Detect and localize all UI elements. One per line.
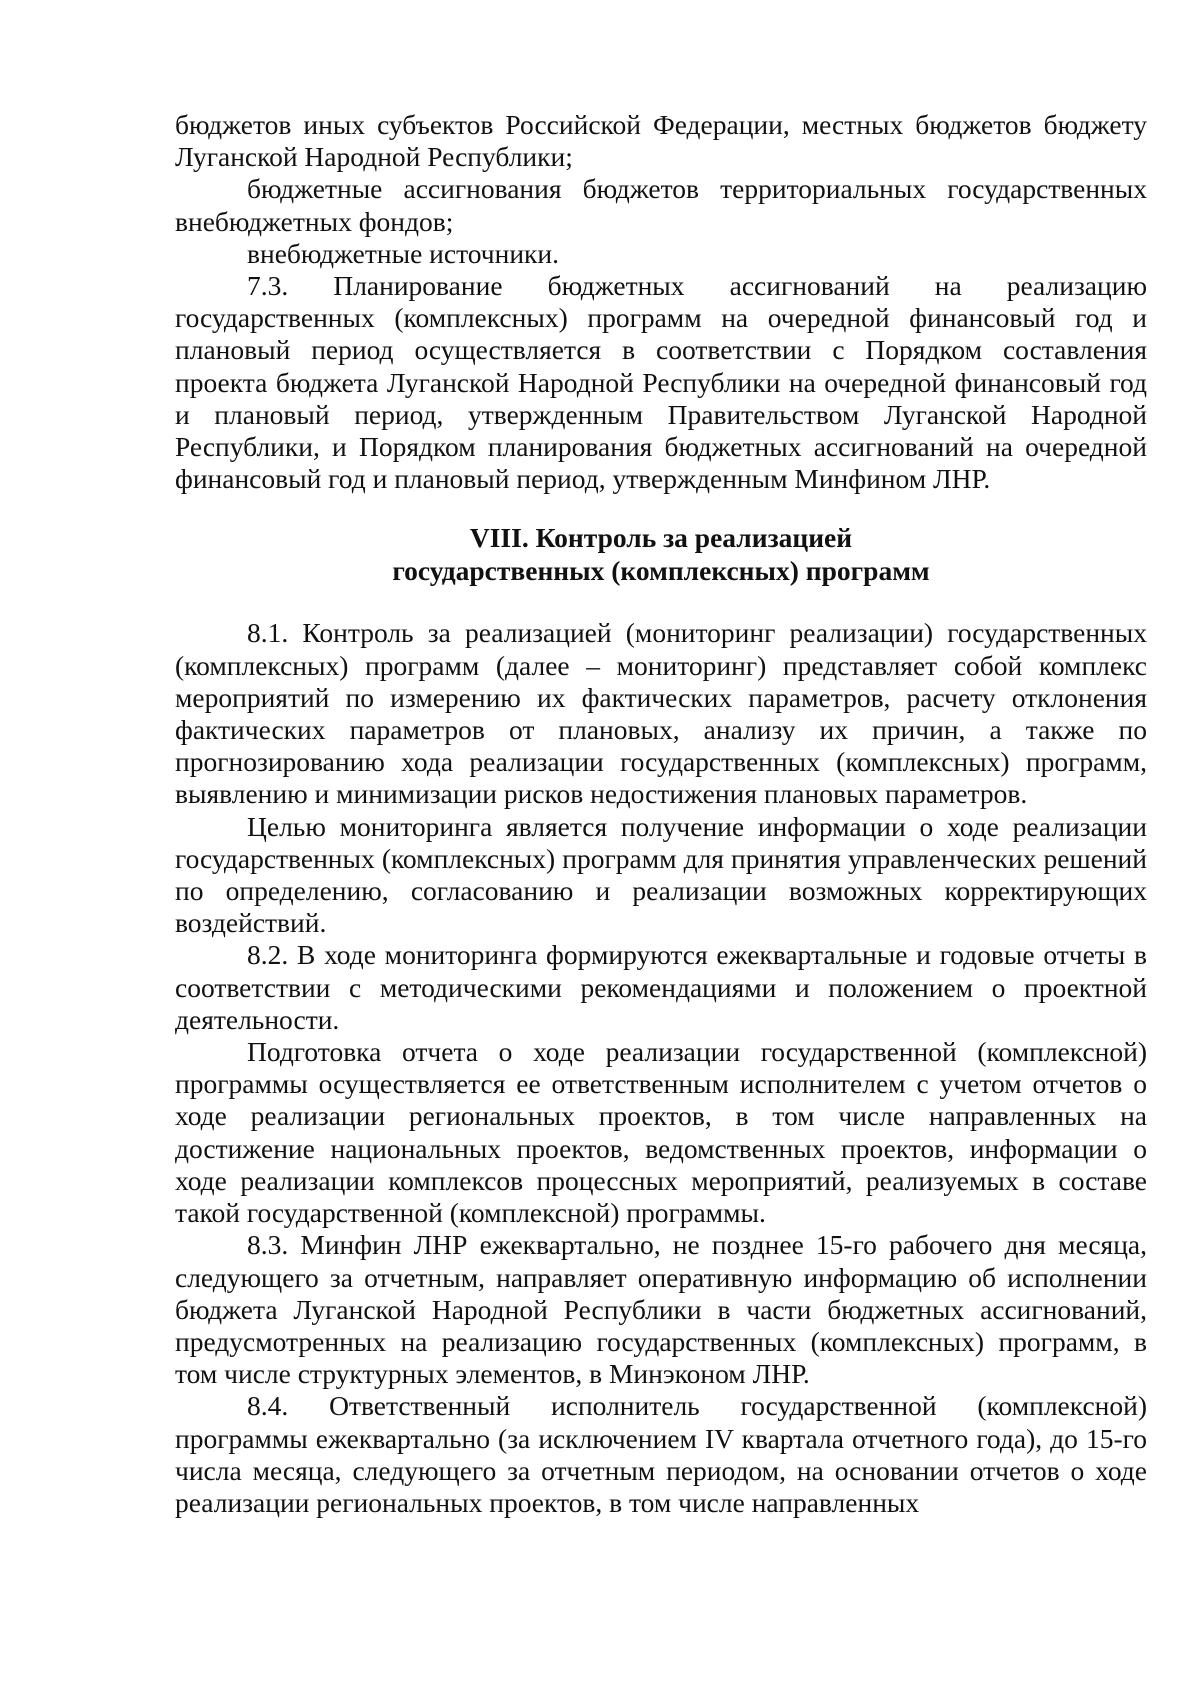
paragraph-monitoring-goal: Целью мониторинга является получение информации о ходе реализации государственных (комплексных) программ для принятия управленческих решений по определению, согласованию и реализации возможных корректирующих воздействий.: [175, 810, 1147, 939]
section-heading-line1: VIII. Контроль за реализацией: [469, 522, 853, 554]
document-page: [175, 109, 1147, 1519]
paragraph-7-3: 7.3. Планирование бюджетных ассигнований на реализацию государственных (комплексных) программ на очередной финансовый год и плановый период осуществляется в соответствии с Порядком составления проекта бюджета Луганской Народной Республики на очередной финансовый год и плановый период, утвержденным Правительством Луганской Народной Республики, и Порядком планирования бюджетных ассигнований на очередной финансовый год и плановый период, утвержденным Минфином ЛНР.: [175, 270, 1147, 495]
section-heading-line2: государственных (комплексных) программ: [392, 555, 930, 587]
section-heading: [175, 521, 1147, 587]
paragraph-8-2: 8.2. В ходе мониторинга формируются ежеквартальные и годовые отчеты в соответствии с методическими рекомендациями и положением о проектной деятельности.: [175, 939, 1147, 1035]
paragraph-8-4: 8.4. Ответственный исполнитель государственной (комплексной) программы ежеквартально (за исключением IV квартала отчетного года), до 15-го числа месяца, следующего за отчетным периодом, на основании отчетов о ходе реализации региональных проектов, в том числе направленных: [175, 1390, 1147, 1518]
paragraph-continuation: бюджетов иных субъектов Российской Федерации, местных бюджетов бюджету Луганской Народной Республики;: [175, 109, 1147, 173]
paragraph-budget-allocations: бюджетные ассигнования бюджетов территориальных государственных внебюджетных фондов;: [175, 173, 1147, 237]
paragraph-8-1: 8.1. Контроль за реализацией (мониторинг реализации) государственных (комплексных) программ (далее – мониторинг) представляет собой комплекс мероприятий по измерению их фактических параметров, расчету отклонения фактических параметров от плановых, анализу их причин, а также по прогнозированию хода реализации государственных (комплексных) программ, выявлению и минимизации рисков недостижения плановых параметров.: [175, 617, 1147, 810]
paragraph-extrabudgetary: внебюджетные источники.: [247, 237, 560, 269]
paragraph-report-preparation: Подготовка отчета о ходе реализации государственной (комплексной) программы осуществляется ее ответственным исполнителем с учетом отчетов о ходе реализации региональных проектов, в том числе направленных на достижение национальных проектов, ведомственных проектов, информации о ходе реализации комплексов процессных мероприятий, реализуемых в составе такой государственной (комплексной) программы.: [175, 1036, 1147, 1229]
paragraph-8-3: 8.3. Минфин ЛНР ежеквартально, не позднее 15-го рабочего дня месяца, следующего за отчетным, направляет оперативную информацию об исполнении бюджета Луганской Народной Республики в части бюджетных ассигнований, предусмотренных на реализацию государственных (комплексных) программ, в том числе структурных элементов, в Минэконом ЛНР.: [175, 1229, 1147, 1390]
